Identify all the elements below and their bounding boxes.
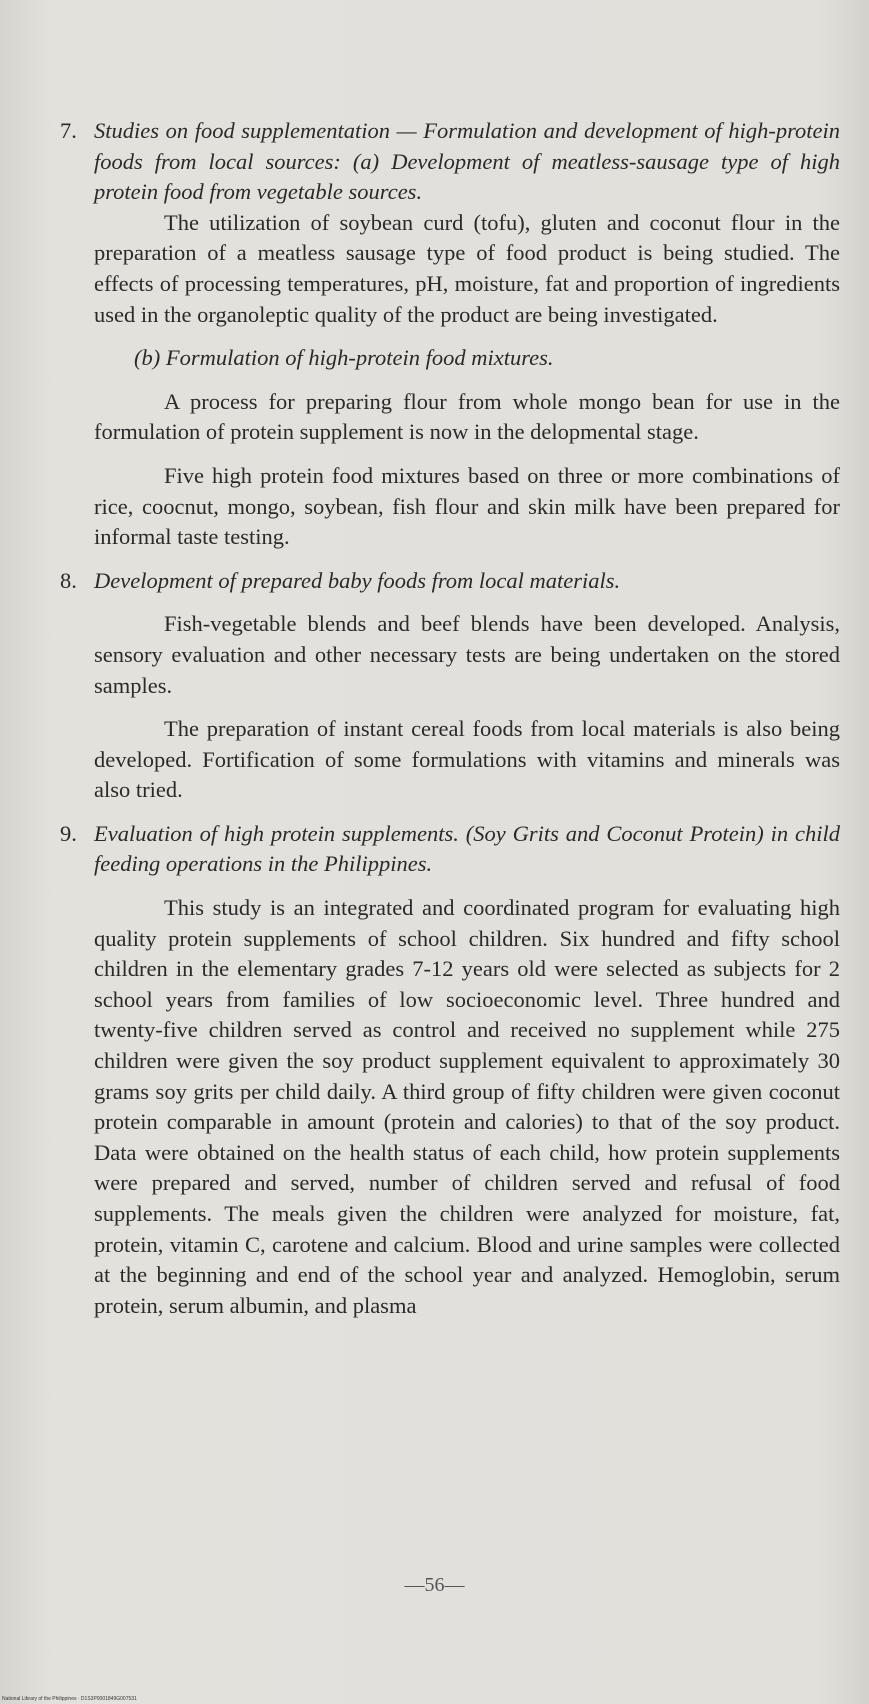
body-text <box>60 116 840 1334</box>
item-heading: Studies on food supplementation — Formulation and development of high-protein foods from local sources: (a) Development of meatless-sausage type of high protein food from vegetable sources. <box>94 118 840 205</box>
subheading: (b) Formulation of high-protein food mixtures. <box>134 345 554 371</box>
page-number: —56— <box>404 1574 465 1596</box>
item-7 <box>60 116 840 208</box>
paragraph: This study is an integrated and coordinated program for evaluating high quality protein supplements of school children. Six hundred and fifty school children in the elementary grades 7-12 years old were selected as subjects for 2 school years from families of low socioeconomic level. Three hundred and twenty-five children served as control and received no supplement while 275 children were given the soy product supplement equivalent to approximately 30 grams soy grits per child daily. A third group of fifty children were given coconut protein comparable in amount (protein and calories) to that of the soy product. Data were obtained on the health status of each child, how protein supplements were prepared and served, number of children served and refusal of food supplements. The meals given the children were analyzed for moisture, fat, protein, vitamin C, carotene and calcium. Blood and urine samples were collected at the beginning and end of the school year and analyzed. Hemoglobin, serum protein, serum albumin, and plasma <box>94 895 840 1318</box>
item-9 <box>60 819 840 880</box>
item-number: 9. <box>60 820 77 846</box>
paragraph: Fish-vegetable blends and beef blends have been developed. Analysis, sensory evaluation and other necessary tests are being undertaken on the stored samples. <box>94 611 840 698</box>
paragraph: The utilization of soybean curd (tofu), gluten and coconut flour in the preparation of a meatless sausage type of food product is being studied. The effects of processing temperatures, pH, moisture, fat and proportion of ingredients used in the organoleptic quality of the product are being investigated. <box>94 209 840 327</box>
paragraph: A process for preparing flour from whole mongo bean for use in the formulation of protein supplement is now in the delopmental stage. <box>94 388 840 445</box>
paragraph: The preparation of instant cereal foods from local materials is also being developed. Fortification of some formulations with vitamins and minerals was also tried. <box>94 716 840 803</box>
item-heading: Evaluation of high protein supplements. (Soy Grits and Coconut Protein) in child feeding operations in the Philippines. <box>94 820 840 877</box>
item-number: 7. <box>60 118 77 143</box>
item-number: 8. <box>60 567 77 593</box>
footer-credit: National Library of the Philippines · D1S3P0001849G007531 <box>2 1696 137 1702</box>
item-heading: Development of prepared baby foods from local materials. <box>94 567 621 593</box>
item-8 <box>60 566 840 597</box>
paragraph: Five high protein food mixtures based on three or more combinations of rice, coocnut, mongo, soybean, fish flour and skin milk have been prepared for informal taste testing. <box>94 462 840 550</box>
